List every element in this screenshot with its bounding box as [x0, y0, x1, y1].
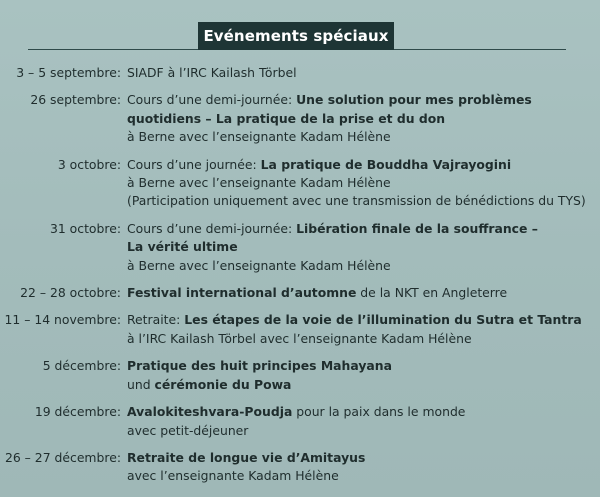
event-highlight-text: quotidiens – La pratique de la prise et du don	[127, 110, 446, 126]
event-item	[0, 220, 600, 275]
event-line	[127, 357, 587, 375]
event-line	[127, 449, 587, 467]
event-text: de la NKT en Angleterre	[356, 285, 508, 301]
event-description	[127, 284, 587, 302]
event-date: 3 octobre:	[57, 156, 121, 172]
event-item	[0, 91, 600, 146]
event-highlight-text: Une solution pour mes problèmes	[296, 92, 532, 108]
event-line	[127, 422, 587, 440]
event-line	[127, 220, 587, 238]
event-date: 26 septembre:	[30, 92, 121, 108]
event-text: à Berne avec l’enseignante Kadam Hélène	[127, 257, 391, 273]
event-item	[0, 284, 600, 302]
event-description	[127, 357, 587, 394]
event-text: à l’IRC Kailash Törbel avec l’enseignante Kadam Hélène	[127, 330, 472, 346]
event-description	[127, 403, 587, 440]
event-highlight-text: La vérité ultime	[127, 239, 238, 255]
event-line	[127, 156, 587, 174]
event-text: (Participation uniquement avec une transmission de bénédictions du TYS)	[127, 193, 586, 209]
event-line	[127, 192, 587, 210]
event-highlight-text: Retraite de longue vie d’Amitayus	[127, 449, 366, 465]
event-highlight-text: cérémonie du Powa	[154, 376, 292, 392]
event-text: Cours d’une demi-journée:	[127, 220, 297, 236]
section-title: Evénements spéciaux	[198, 22, 394, 50]
event-text: Cours d’une journée:	[127, 156, 261, 172]
event-line	[127, 128, 587, 146]
event-line	[127, 64, 587, 82]
event-text: avec petit-déjeuner	[127, 422, 249, 438]
events-list	[0, 64, 600, 495]
event-highlight-text: Les étapes de la voie de l’illumination du Sutra et Tantra	[184, 312, 582, 328]
event-date: 11 – 14 novembre:	[4, 312, 121, 328]
event-date: 31 octobre:	[49, 220, 121, 236]
event-line	[127, 257, 587, 275]
event-description	[127, 220, 587, 275]
event-text: pour la paix dans le monde	[292, 404, 466, 420]
event-line	[127, 467, 587, 485]
section-header	[0, 0, 600, 54]
event-line	[127, 91, 587, 109]
event-text: und	[127, 376, 155, 392]
event-line	[127, 110, 587, 128]
event-text: Retraite:	[127, 312, 185, 328]
event-line	[127, 330, 587, 348]
event-highlight-text: La pratique de Bouddha Vajrayogini	[260, 156, 512, 172]
event-line	[127, 284, 587, 302]
event-line	[127, 376, 587, 394]
event-description	[127, 91, 587, 146]
event-date: 22 – 28 octobre:	[20, 285, 121, 301]
event-highlight-text: Pratique des huit principes Mahayana	[127, 358, 392, 374]
event-item	[0, 64, 600, 82]
event-item	[0, 403, 600, 440]
event-date: 5 décembre:	[42, 358, 121, 374]
event-item	[0, 156, 600, 211]
event-date: 26 – 27 décembre:	[4, 449, 121, 465]
event-text: à Berne avec l’enseignante Kadam Hélène	[127, 175, 391, 191]
event-highlight-text: Festival international d’automne	[127, 285, 357, 301]
event-line	[127, 238, 587, 256]
event-description	[127, 311, 587, 348]
event-line	[127, 311, 587, 329]
event-text: à Berne avec l’enseignante Kadam Hélène	[127, 129, 391, 145]
event-description	[127, 64, 587, 82]
event-highlight-text: Libération finale de la souffrance –	[296, 220, 538, 236]
event-item	[0, 449, 600, 486]
event-item	[0, 311, 600, 348]
event-description	[127, 449, 587, 486]
event-text: SIADF à l’IRC Kailash Törbel	[127, 65, 297, 80]
event-line	[127, 174, 587, 192]
event-item	[0, 357, 600, 394]
event-highlight-text: Avalokiteshvara-Poudja	[127, 404, 293, 420]
event-date: 19 décembre:	[34, 404, 121, 420]
event-description	[127, 156, 587, 211]
event-date: 3 – 5 septembre:	[16, 65, 121, 80]
event-line	[127, 403, 587, 421]
event-text: avec l’enseignante Kadam Hélène	[127, 468, 339, 484]
event-text: Cours d’une demi-journée:	[127, 92, 297, 108]
